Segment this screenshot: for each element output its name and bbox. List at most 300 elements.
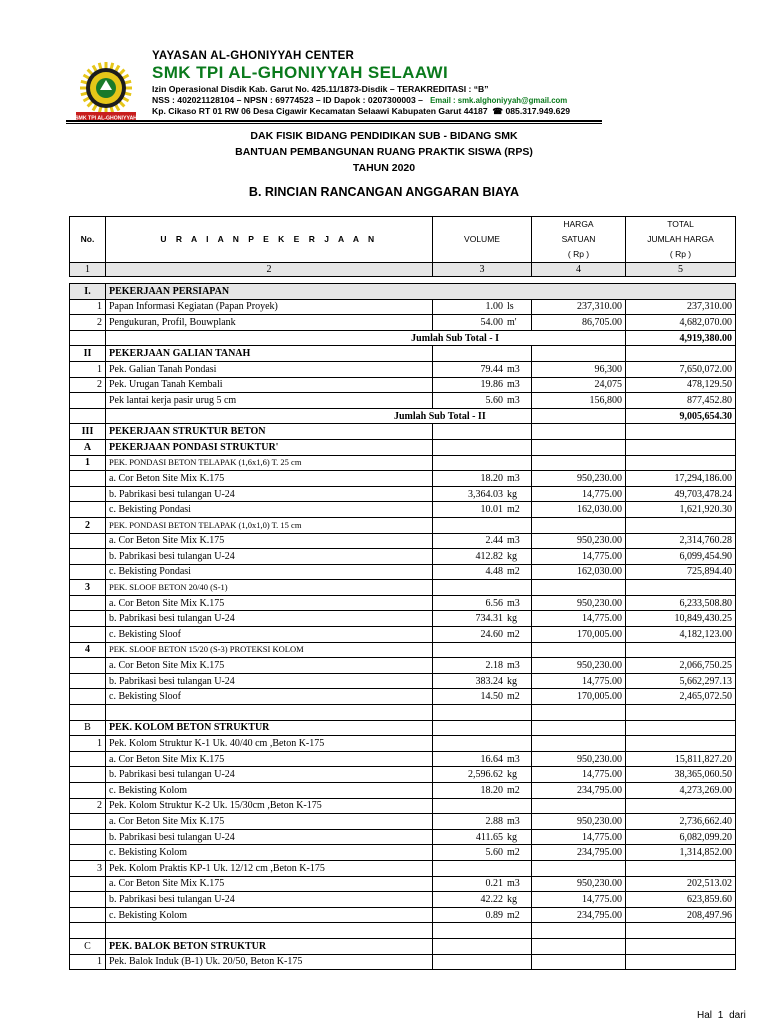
volume-unit: kg <box>507 550 517 562</box>
item-number <box>70 595 106 611</box>
volume-value: 1.00 <box>485 301 503 313</box>
item-number <box>70 533 106 549</box>
table-row <box>70 315 736 331</box>
item-total: 208,497.96 <box>626 907 736 923</box>
item-description: c. Bekisting Pondasi <box>106 502 433 518</box>
item-volume <box>433 627 532 643</box>
item-number: 2 <box>70 315 106 331</box>
volume-unit: m2 <box>507 566 520 578</box>
empty-cell <box>532 642 626 658</box>
item-volume <box>433 595 532 611</box>
table-row <box>70 876 736 892</box>
item-total: 17,294,186.00 <box>626 471 736 487</box>
item-volume <box>433 783 532 799</box>
table-row <box>70 736 736 752</box>
item-description: a. Cor Beton Site Mix K.175 <box>106 876 433 892</box>
volume-unit: kg <box>507 831 517 843</box>
empty-cell <box>433 705 532 721</box>
header-harga-3: ( Rp ) <box>567 249 590 259</box>
section-title: PEK. BALOK BETON STRUKTUR <box>106 938 433 954</box>
empty-cell <box>532 580 626 596</box>
volume-value: 79.44 <box>480 363 503 375</box>
volume-unit: kg <box>507 488 517 500</box>
volume-value: 3,364.03 <box>468 488 503 500</box>
table-row <box>70 627 736 643</box>
volume-unit: m3 <box>507 394 520 406</box>
item-unit-price: 162,030.00 <box>532 502 626 518</box>
table-row <box>70 361 736 377</box>
empty-cell <box>433 720 532 736</box>
item-volume <box>433 471 532 487</box>
budget-table <box>69 216 736 970</box>
empty-cell <box>532 938 626 954</box>
header-harga-1: HARGA <box>563 219 594 229</box>
section-number: A <box>70 439 106 455</box>
item-description: b. Pabrikasi besi tulangan U-24 <box>106 829 433 845</box>
volume-value: 14.50 <box>480 691 503 703</box>
item-unit-price: 950,230.00 <box>532 814 626 830</box>
section-row <box>70 424 736 440</box>
title-line-2: BANTUAN PEMBANGUNAN RUANG PRAKTIK SISWA (RPS) <box>235 146 533 158</box>
subtotal-value: 9,005,654.30 <box>626 408 736 424</box>
empty-cell <box>433 346 532 362</box>
column-number-row <box>70 263 736 277</box>
item-number <box>70 845 106 861</box>
item-description: Pek lantai kerja pasir urug 5 cm <box>106 393 433 409</box>
item-volume <box>433 876 532 892</box>
table-row <box>70 549 736 565</box>
section-row <box>70 439 736 455</box>
col-number: 2 <box>106 263 433 277</box>
item-volume <box>433 860 532 876</box>
subsection-title: PEK. PONDASI BETON TELAPAK (1,6x1,6) T. 25 cm <box>106 455 433 471</box>
subtotal-value: 4,919,380.00 <box>626 330 736 346</box>
table-row <box>70 954 736 970</box>
item-volume <box>433 767 532 783</box>
table-row <box>70 829 736 845</box>
section-row <box>70 284 736 300</box>
item-total <box>626 954 736 970</box>
subtotal-row <box>70 330 736 346</box>
item-unit-price <box>532 798 626 814</box>
subtotal-row <box>70 408 736 424</box>
table-row <box>70 533 736 549</box>
item-number <box>70 549 106 565</box>
empty-cell <box>532 455 626 471</box>
table-row <box>70 907 736 923</box>
header-total-1: TOTAL <box>667 219 694 229</box>
school-logo-icon <box>70 54 142 126</box>
item-volume <box>433 892 532 908</box>
section-number: C <box>70 938 106 954</box>
item-volume <box>433 315 532 331</box>
item-unit-price: 14,775.00 <box>532 673 626 689</box>
volume-unit: kg <box>507 769 517 781</box>
item-volume <box>433 299 532 315</box>
subsection-number: 4 <box>70 642 106 658</box>
item-number: 1 <box>70 299 106 315</box>
item-total: 725,894.40 <box>626 564 736 580</box>
item-number <box>70 829 106 845</box>
item-description: b. Pabrikasi besi tulangan U-24 <box>106 767 433 783</box>
volume-unit: m2 <box>507 628 520 640</box>
address-line <box>152 106 570 117</box>
item-volume <box>433 361 532 377</box>
table-row <box>70 377 736 393</box>
empty-cell <box>433 517 532 533</box>
empty-cell <box>532 720 626 736</box>
item-total: 49,703,478.24 <box>626 486 736 502</box>
item-volume <box>433 533 532 549</box>
item-total: 15,811,827.20 <box>626 751 736 767</box>
section-number: I. <box>70 284 106 300</box>
blank-row <box>70 705 736 721</box>
empty-cell <box>626 642 736 658</box>
item-total <box>626 860 736 876</box>
item-description: a. Cor Beton Site Mix K.175 <box>106 595 433 611</box>
item-total: 2,066,750.25 <box>626 658 736 674</box>
item-volume <box>433 751 532 767</box>
empty-cell <box>532 277 626 284</box>
subsection-title: PEK. PONDASI BETON TELAPAK (1,0x1,0) T. 15 cm <box>106 517 433 533</box>
table-row <box>70 845 736 861</box>
item-unit-price: 234,795.00 <box>532 845 626 861</box>
table-header-row <box>70 217 736 263</box>
item-description: b. Pabrikasi besi tulangan U-24 <box>106 611 433 627</box>
item-unit-price: 950,230.00 <box>532 876 626 892</box>
item-unit-price: 96,300 <box>532 361 626 377</box>
item-number <box>70 673 106 689</box>
table-row <box>70 486 736 502</box>
item-unit-price: 950,230.00 <box>532 533 626 549</box>
volume-value: 2,596.62 <box>468 769 503 781</box>
item-number <box>70 393 106 409</box>
item-volume <box>433 689 532 705</box>
volume-unit: m3 <box>507 815 520 827</box>
item-description: a. Cor Beton Site Mix K.175 <box>106 533 433 549</box>
item-volume <box>433 736 532 752</box>
item-unit-price: 14,775.00 <box>532 611 626 627</box>
item-number: 1 <box>70 954 106 970</box>
volume-value: 5.60 <box>485 394 503 406</box>
header-total-3: ( Rp ) <box>669 249 692 259</box>
volume-unit: m3 <box>507 379 520 391</box>
empty-cell <box>433 277 532 284</box>
empty-cell <box>626 277 736 284</box>
page-footer: Hal 1 dari <box>697 1010 746 1021</box>
address-text: Kp. Cikaso RT 01 RW 06 Desa Cigawir Kecamatan Selaawi Kabupaten Garut 44187 <box>152 106 488 116</box>
empty-cell <box>626 346 736 362</box>
item-volume <box>433 486 532 502</box>
empty-cell <box>70 408 106 424</box>
item-unit-price: 14,775.00 <box>532 549 626 565</box>
volume-unit: kg <box>507 893 517 905</box>
item-description: a. Cor Beton Site Mix K.175 <box>106 751 433 767</box>
item-total: 478,129.50 <box>626 377 736 393</box>
item-unit-price <box>532 860 626 876</box>
empty-cell <box>626 705 736 721</box>
item-unit-price: 156,800 <box>532 393 626 409</box>
volume-value: 734.31 <box>475 613 503 625</box>
item-total: 7,650,072.00 <box>626 361 736 377</box>
item-volume <box>433 502 532 518</box>
volume-unit: m2 <box>507 847 520 859</box>
item-description: c. Bekisting Kolom <box>106 845 433 861</box>
section-title: PEKERJAAN PERSIAPAN <box>106 284 736 300</box>
item-total: 877,452.80 <box>626 393 736 409</box>
item-number <box>70 767 106 783</box>
foundation-name: YAYASAN AL-GHONIYYAH CENTER <box>152 50 355 62</box>
item-unit-price: 86,705.00 <box>532 315 626 331</box>
volume-unit: m3 <box>507 472 520 484</box>
empty-cell <box>433 923 532 939</box>
item-description: a. Cor Beton Site Mix K.175 <box>106 814 433 830</box>
volume-value: 2.88 <box>485 815 503 827</box>
item-unit-price: 24,075 <box>532 377 626 393</box>
empty-cell <box>626 424 736 440</box>
document-titles <box>0 128 768 199</box>
volume-value: 18.20 <box>480 472 503 484</box>
item-unit-price: 14,775.00 <box>532 486 626 502</box>
item-description: Pek. Kolom Praktis KP-1 Uk. 12/12 cm ,Beton K-175 <box>106 860 433 876</box>
subsection-row <box>70 580 736 596</box>
permit-line: Izin Operasional Disdik Kab. Garut No. 425.11/1873-Disdik – TERAKREDITASI : “B” <box>152 84 489 94</box>
empty-cell <box>433 938 532 954</box>
item-unit-price: 14,775.00 <box>532 767 626 783</box>
item-number: 2 <box>70 798 106 814</box>
empty-cell <box>70 923 106 939</box>
empty-cell <box>626 455 736 471</box>
header-no: No. <box>70 217 106 263</box>
item-volume <box>433 954 532 970</box>
item-description: a. Cor Beton Site Mix K.175 <box>106 471 433 487</box>
item-total: 6,233,508.80 <box>626 595 736 611</box>
item-number: 2 <box>70 377 106 393</box>
table-row <box>70 814 736 830</box>
empty-cell <box>433 580 532 596</box>
volume-unit: kg <box>507 613 517 625</box>
item-number <box>70 486 106 502</box>
item-total: 5,662,297.13 <box>626 673 736 689</box>
item-description: c. Bekisting Kolom <box>106 907 433 923</box>
item-description: b. Pabrikasi besi tulangan U-24 <box>106 549 433 565</box>
section-row <box>70 938 736 954</box>
letterhead <box>66 40 606 122</box>
empty-cell <box>532 517 626 533</box>
volume-value: 16.64 <box>480 753 503 765</box>
item-unit-price <box>532 736 626 752</box>
section-row <box>70 346 736 362</box>
item-total: 1,314,852.00 <box>626 845 736 861</box>
volume-unit: m3 <box>507 753 520 765</box>
item-description: b. Pabrikasi besi tulangan U-24 <box>106 892 433 908</box>
item-number <box>70 876 106 892</box>
volume-value: 383.24 <box>475 675 503 687</box>
table-row <box>70 502 736 518</box>
item-description: Pek. Kolom Struktur K-2 Uk. 15/30cm ,Beton K-175 <box>106 798 433 814</box>
item-unit-price: 950,230.00 <box>532 595 626 611</box>
header-harga-2: SATUAN <box>561 234 596 244</box>
item-volume <box>433 798 532 814</box>
col-number: 3 <box>433 263 532 277</box>
item-description: Pek. Urugan Tanah Kembali <box>106 377 433 393</box>
item-number <box>70 814 106 830</box>
empty-cell <box>626 720 736 736</box>
item-total: 6,099,454.90 <box>626 549 736 565</box>
item-total: 4,273,269.00 <box>626 783 736 799</box>
subsection-number: 1 <box>70 455 106 471</box>
item-unit-price <box>532 954 626 970</box>
empty-cell <box>626 439 736 455</box>
col-number: 4 <box>532 263 626 277</box>
table-row <box>70 611 736 627</box>
email-text: Email : smk.alghoniyyah@gmail.com <box>430 96 568 105</box>
volume-value: 0.21 <box>485 878 503 890</box>
col-number: 5 <box>626 263 736 277</box>
item-unit-price: 234,795.00 <box>532 907 626 923</box>
empty-cell <box>532 346 626 362</box>
item-total: 2,465,072.50 <box>626 689 736 705</box>
volume-unit: m3 <box>507 535 520 547</box>
item-total: 1,621,920.30 <box>626 502 736 518</box>
subsection-title: PEK. SLOOF BETON 15/20 (S-3) PROTEKSI KOLOM <box>106 642 433 658</box>
empty-cell <box>626 938 736 954</box>
item-number <box>70 611 106 627</box>
item-volume <box>433 673 532 689</box>
logo-text: SMK TPI AL-GHONIYYAH <box>75 115 137 122</box>
item-unit-price: 170,005.00 <box>532 627 626 643</box>
volume-value: 2.18 <box>485 660 503 672</box>
spacer-row <box>70 277 736 284</box>
item-unit-price: 950,230.00 <box>532 658 626 674</box>
empty-cell <box>532 439 626 455</box>
item-total: 2,314,760.28 <box>626 533 736 549</box>
subsection-row <box>70 455 736 471</box>
section-title: PEKERJAAN GALIAN TANAH <box>106 346 433 362</box>
empty-cell <box>106 923 433 939</box>
section-title: PEKERJAAN STRUKTUR BETON <box>106 424 433 440</box>
subsection-row <box>70 517 736 533</box>
item-description: c. Bekisting Pondasi <box>106 564 433 580</box>
item-total: 202,513.02 <box>626 876 736 892</box>
item-description: Pek. Balok Induk (B-1) Uk. 20/50, Beton K-175 <box>106 954 433 970</box>
header-uraian: U R A I A N P E K E R J A A N <box>106 217 433 263</box>
item-total: 6,082,099.20 <box>626 829 736 845</box>
volume-unit: m' <box>507 316 517 328</box>
item-description: Pek. Kolom Struktur K-1 Uk. 40/40 cm ,Beton K-175 <box>106 736 433 752</box>
blank-row <box>70 923 736 939</box>
volume-value: 2.44 <box>485 535 503 547</box>
empty-cell <box>433 455 532 471</box>
volume-value: 4.48 <box>485 566 503 578</box>
volume-value: 412.82 <box>475 550 503 562</box>
volume-value: 24.60 <box>480 628 503 640</box>
header-total <box>626 217 736 263</box>
item-unit-price: 170,005.00 <box>532 689 626 705</box>
item-number <box>70 658 106 674</box>
volume-unit: kg <box>507 675 517 687</box>
title-line-1: DAK FISIK BIDANG PENDIDIKAN SUB - BIDANG SMK <box>250 130 518 142</box>
table-row <box>70 751 736 767</box>
subsection-row <box>70 642 736 658</box>
section-title: PEKERJAAN PONDASI STRUKTUR' <box>106 439 433 455</box>
section-title: B. RINCIAN RANCANGAN ANGGARAN BIAYA <box>248 185 520 199</box>
table-row <box>70 299 736 315</box>
subtotal-label: Jumlah Sub Total - II <box>106 408 532 424</box>
item-total <box>626 736 736 752</box>
item-description: b. Pabrikasi besi tulangan U-24 <box>106 673 433 689</box>
volume-unit: m3 <box>507 660 520 672</box>
item-total <box>626 798 736 814</box>
item-total: 10,849,430.25 <box>626 611 736 627</box>
item-volume <box>433 564 532 580</box>
empty-cell <box>70 277 106 284</box>
volume-unit: m2 <box>507 691 520 703</box>
empty-cell <box>70 330 106 346</box>
item-volume <box>433 907 532 923</box>
empty-cell <box>433 642 532 658</box>
volume-value: 10.01 <box>480 504 503 516</box>
volume-unit: m2 <box>507 504 520 516</box>
section-number: II <box>70 346 106 362</box>
volume-value: 411.65 <box>475 831 503 843</box>
table-row <box>70 783 736 799</box>
item-number: 1 <box>70 736 106 752</box>
item-description: a. Cor Beton Site Mix K.175 <box>106 658 433 674</box>
header-volume: VOLUME <box>433 217 532 263</box>
item-volume <box>433 611 532 627</box>
section-row <box>70 720 736 736</box>
item-total: 4,182,123.00 <box>626 627 736 643</box>
item-description: Papan Informasi Kegiatan (Papan Proyek) <box>106 299 433 315</box>
volume-value: 6.56 <box>485 597 503 609</box>
volume-value: 5.60 <box>485 847 503 859</box>
empty-cell <box>626 580 736 596</box>
item-description: c. Bekisting Sloof <box>106 689 433 705</box>
table-row <box>70 689 736 705</box>
item-volume <box>433 829 532 845</box>
header-total-2: JUMLAH HARGA <box>647 234 714 244</box>
item-description: Pengukuran, Profil, Bouwplank <box>106 315 433 331</box>
item-number: 1 <box>70 361 106 377</box>
volume-unit: m3 <box>507 878 520 890</box>
item-number <box>70 907 106 923</box>
item-number <box>70 564 106 580</box>
item-number <box>70 751 106 767</box>
volume-value: 18.20 <box>480 784 503 796</box>
empty-cell <box>626 517 736 533</box>
empty-cell <box>433 424 532 440</box>
section-number: B <box>70 720 106 736</box>
item-description: c. Bekisting Kolom <box>106 783 433 799</box>
item-volume <box>433 377 532 393</box>
item-total: 4,682,070.00 <box>626 315 736 331</box>
school-name: SMK TPI AL-GHONIYYAH SELAAWI <box>152 63 449 82</box>
item-number <box>70 471 106 487</box>
empty-cell <box>532 923 626 939</box>
volume-value: 54.00 <box>480 316 503 328</box>
empty-cell <box>70 705 106 721</box>
subsection-number: 3 <box>70 580 106 596</box>
empty-cell <box>532 424 626 440</box>
table-row <box>70 673 736 689</box>
table-row <box>70 658 736 674</box>
empty-cell <box>433 439 532 455</box>
item-total: 38,365,060.50 <box>626 767 736 783</box>
item-total: 2,736,662.40 <box>626 814 736 830</box>
col-number: 1 <box>70 263 106 277</box>
item-volume <box>433 845 532 861</box>
